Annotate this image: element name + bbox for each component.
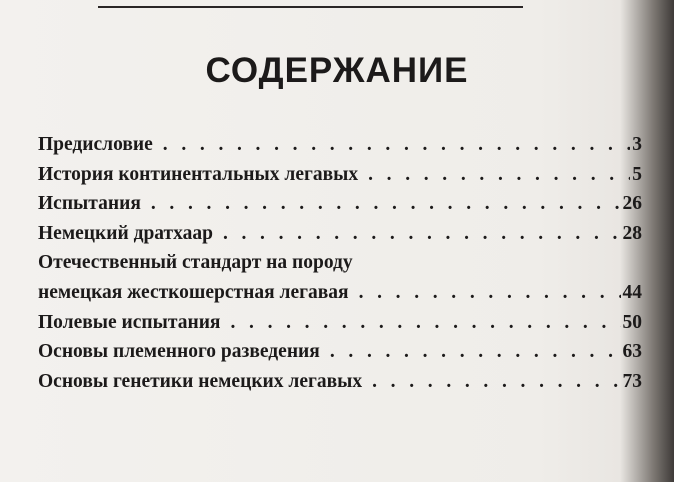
- toc-entry-title: Немецкий дратхаар: [38, 222, 213, 244]
- toc-dot-leader: [230, 308, 620, 338]
- toc-entry-title: История континентальных легавых: [38, 163, 359, 185]
- toc-entry-breed-standard[interactable]: [38, 248, 642, 307]
- toc-entry-title: Полевые испытания: [38, 311, 221, 333]
- toc-page-number: 50: [622, 311, 642, 333]
- toc-dot-leader: [368, 160, 630, 190]
- toc-entry-title: Испытания: [38, 193, 141, 215]
- top-rule: [98, 6, 523, 8]
- toc-entry-title: Основы племенного разведения: [38, 341, 320, 363]
- toc-dot-leader: [359, 278, 621, 308]
- toc-entry-title: Основы генетики немецких легавых: [38, 370, 363, 392]
- toc-page-number: 44: [622, 281, 642, 303]
- toc-page-number: 5: [632, 163, 642, 185]
- toc-dot-leader: [163, 130, 630, 160]
- table-of-contents: [38, 130, 642, 396]
- toc-entry-title: Предисловие: [38, 134, 153, 155]
- page-title: СОДЕРЖАНИЕ: [205, 51, 469, 90]
- toc-entry-genetics[interactable]: [38, 367, 642, 397]
- toc-entry-preface[interactable]: [38, 130, 642, 160]
- toc-dot-leader: [151, 189, 621, 219]
- toc-dot-leader: [330, 337, 621, 367]
- toc-entry-field-trials[interactable]: [38, 308, 642, 338]
- toc-entry-breeding[interactable]: [38, 337, 642, 367]
- toc-page-number: 63: [622, 341, 642, 363]
- toc-page-number: 26: [622, 193, 642, 215]
- toc-entry-history[interactable]: [38, 160, 642, 190]
- toc-entry-trials[interactable]: [38, 189, 642, 219]
- toc-page-number: 28: [622, 222, 642, 244]
- toc-entry-title-line1: Отечественный стандарт на породу: [38, 252, 353, 274]
- toc-dot-leader: [223, 219, 621, 249]
- toc-entry-title-line2: немецкая жесткошерстная легавая: [38, 281, 349, 303]
- toc-dot-leader: [372, 367, 620, 397]
- toc-page-number: 3: [632, 134, 642, 155]
- toc-page-number: 73: [622, 370, 642, 392]
- toc-entry-drahthaar[interactable]: [38, 219, 642, 249]
